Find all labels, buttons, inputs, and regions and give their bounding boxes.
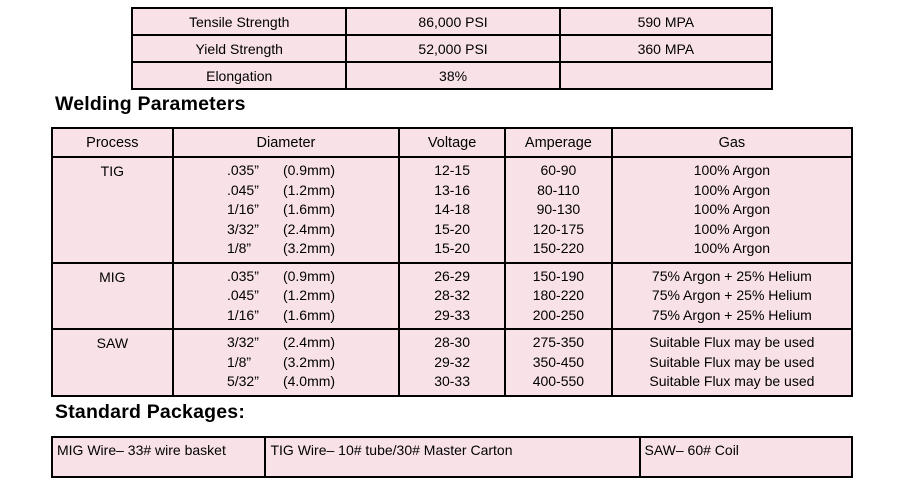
process-name: SAW (52, 329, 173, 396)
diameter-inches: 1/8” (226, 353, 252, 370)
mechanical-row (132, 62, 772, 89)
diameter-value (174, 200, 399, 220)
amperage-value: 60-90 (540, 162, 577, 178)
welding-parameters-table (51, 127, 853, 397)
diameter-mm: (1.6mm) (282, 201, 336, 217)
gas-cell (612, 157, 852, 263)
diameter-value (174, 161, 399, 181)
package-tig: TIG Wire– 10# tube/30# Master Carton (265, 437, 639, 477)
diameter-value (174, 286, 399, 306)
voltage-value: 15-20 (434, 240, 470, 256)
diameter-mm: (3.2mm) (282, 240, 336, 256)
amperage-value: 400-550 (532, 373, 585, 389)
gas-cell (612, 263, 852, 330)
amperage-value: 200-250 (532, 306, 585, 323)
voltage-value: 13-16 (434, 181, 470, 198)
voltage-cell (399, 329, 505, 396)
diameter-mm: (1.2mm) (282, 181, 336, 198)
voltage-cell (399, 263, 505, 330)
header-amperage: Amperage (505, 128, 612, 157)
diameter-mm: (2.4mm) (282, 220, 336, 237)
gas-value: 100% Argon (693, 201, 771, 217)
gas-value: 75% Argon + 25% Helium (651, 267, 812, 284)
header-process: Process (52, 128, 173, 157)
property-mpa: 590 MPA (560, 8, 772, 35)
gas-value: 100% Argon (693, 240, 771, 256)
property-mpa (560, 62, 772, 89)
voltage-value: 14-18 (434, 201, 470, 217)
diameter-cell (173, 263, 400, 330)
amperage-cell (505, 329, 612, 396)
diameter-mm: (1.2mm) (282, 287, 336, 303)
diameter-mm: (4.0mm) (282, 373, 336, 389)
diameter-cell (173, 157, 400, 263)
gas-value: 100% Argon (693, 181, 771, 198)
diameter-mm: (0.9mm) (282, 162, 336, 178)
amperage-cell (505, 263, 612, 330)
property-label: Tensile Strength (132, 8, 346, 35)
diameter-value (174, 353, 399, 373)
voltage-value: 12-15 (434, 162, 470, 178)
property-label: Elongation (132, 62, 346, 89)
standard-packages-title: Standard Packages: (55, 401, 246, 423)
amperage-value: 150-190 (532, 267, 585, 284)
diameter-inches: 5/32” (226, 373, 259, 389)
gas-value: Suitable Flux may be used (649, 373, 815, 389)
header-voltage: Voltage (399, 128, 505, 157)
property-psi: 38% (346, 62, 559, 89)
standard-packages-table (51, 436, 853, 478)
amperage-value: 350-450 (532, 353, 585, 370)
package-saw: SAW– 60# Coil (640, 437, 853, 477)
amperage-cell (505, 157, 612, 263)
package-mig: MIG Wire– 33# wire basket (52, 437, 265, 477)
header-diameter: Diameter (173, 128, 400, 157)
property-psi: 86,000 PSI (346, 8, 559, 35)
diameter-value (174, 306, 399, 326)
amperage-value: 150-220 (532, 240, 585, 256)
property-label: Yield Strength (132, 35, 346, 62)
process-name: TIG (52, 157, 173, 263)
process-group-row (52, 263, 852, 330)
voltage-value: 30-33 (434, 373, 470, 389)
gas-value: 100% Argon (693, 162, 771, 178)
diameter-value (174, 372, 399, 392)
welding-header-row (52, 128, 852, 157)
diameter-value (174, 267, 399, 287)
diameter-inches: 1/16” (226, 201, 259, 217)
gas-value: 75% Argon + 25% Helium (651, 306, 812, 323)
diameter-inches: .035” (226, 267, 259, 284)
diameter-value (174, 220, 399, 240)
amperage-value: 180-220 (532, 287, 585, 303)
diameter-mm: (0.9mm) (282, 267, 336, 284)
amperage-value: 120-175 (532, 220, 585, 237)
diameter-mm: (3.2mm) (282, 353, 336, 370)
welding-parameters-title: Welding Parameters (55, 93, 246, 115)
voltage-value: 29-32 (434, 353, 470, 370)
diameter-value (174, 239, 399, 259)
diameter-inches: 3/32” (226, 220, 259, 237)
packages-row (52, 437, 852, 477)
header-gas: Gas (612, 128, 852, 157)
diameter-inches: 1/8” (226, 240, 252, 256)
process-group-row (52, 157, 852, 263)
voltage-value: 28-30 (434, 334, 470, 350)
diameter-cell (173, 329, 400, 396)
property-psi: 52,000 PSI (346, 35, 559, 62)
diameter-value (174, 333, 399, 353)
diameter-inches: .045” (226, 287, 259, 303)
voltage-cell (399, 157, 505, 263)
voltage-value: 15-20 (434, 220, 470, 237)
diameter-mm: (2.4mm) (282, 334, 336, 350)
mechanical-properties-table (131, 7, 773, 90)
voltage-value: 26-29 (434, 267, 470, 284)
mechanical-row (132, 8, 772, 35)
gas-value: 100% Argon (693, 220, 771, 237)
amperage-value: 80-110 (537, 181, 580, 198)
diameter-mm: (1.6mm) (282, 306, 336, 323)
property-mpa: 360 MPA (560, 35, 772, 62)
process-name: MIG (52, 263, 173, 330)
diameter-inches: 1/16” (226, 306, 259, 323)
amperage-value: 90-130 (536, 201, 581, 217)
diameter-value (174, 181, 399, 201)
voltage-value: 29-33 (434, 306, 470, 323)
voltage-value: 28-32 (434, 287, 470, 303)
diameter-inches: .045” (226, 181, 259, 198)
gas-cell (612, 329, 852, 396)
gas-value: Suitable Flux may be used (649, 334, 815, 350)
diameter-inches: .035” (226, 162, 259, 178)
mechanical-row (132, 35, 772, 62)
gas-value: Suitable Flux may be used (649, 353, 815, 370)
amperage-value: 275-350 (532, 334, 585, 350)
diameter-inches: 3/32” (226, 334, 259, 350)
process-group-row (52, 329, 852, 396)
gas-value: 75% Argon + 25% Helium (651, 287, 812, 303)
